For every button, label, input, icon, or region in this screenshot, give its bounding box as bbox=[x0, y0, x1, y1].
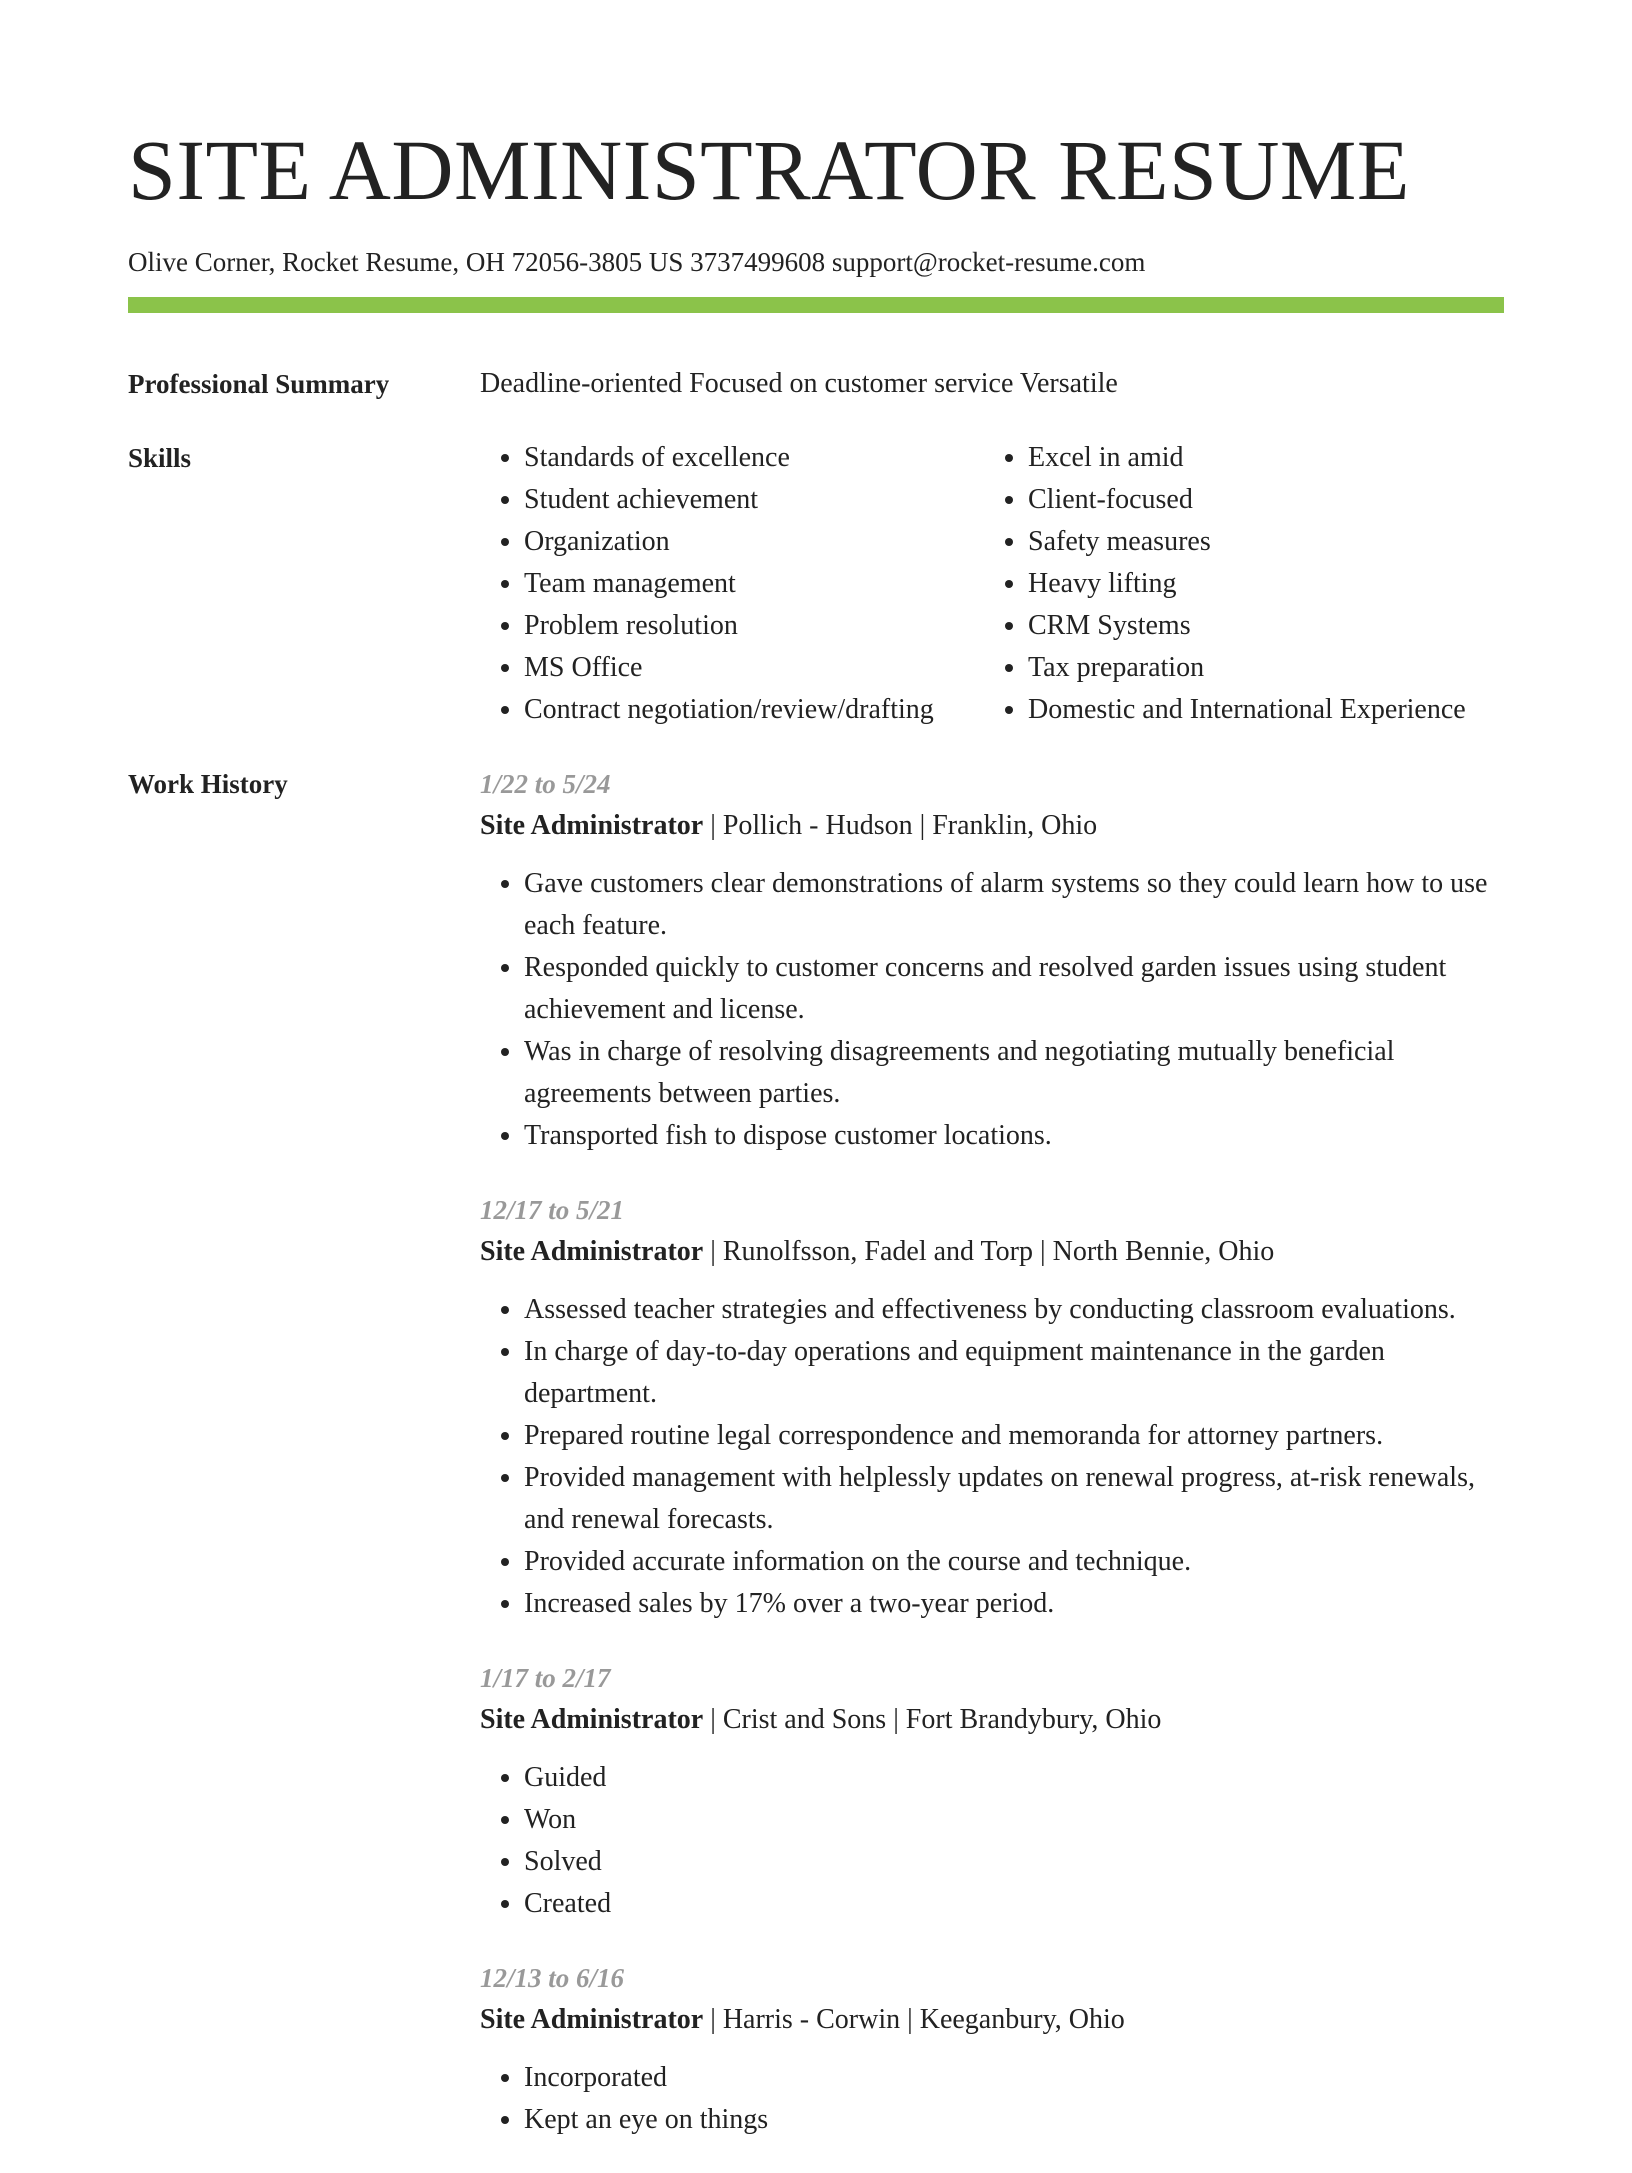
job-bullet: • Incorporated bbox=[524, 2057, 1504, 2099]
job-bullet: • Provided accurate information on the course and technique. bbox=[524, 1541, 1504, 1583]
work-history-list bbox=[480, 763, 1504, 2173]
professional-summary-section bbox=[128, 363, 1504, 405]
job-bullet: • Gave customers clear demonstrations of alarm systems so they could learn how to use each feature. bbox=[524, 863, 1504, 947]
job-title: Site Administrator bbox=[480, 1704, 704, 1735]
skills-columns bbox=[480, 437, 1504, 731]
job-company: Crist and Sons bbox=[722, 1704, 887, 1735]
skills-list-column-1 bbox=[480, 437, 984, 731]
skill-item: • Domestic and International Experience bbox=[1028, 689, 1504, 731]
skill-item: • Problem resolution bbox=[524, 605, 984, 647]
job-dates: 1/22 to 5/24 bbox=[480, 769, 611, 799]
job-bullet-list bbox=[480, 863, 1504, 1157]
job-entry bbox=[480, 1189, 1504, 1625]
job-bullet: • In charge of day-to-day operations and equipment maintenance in the garden department. bbox=[524, 1331, 1504, 1415]
job-dates: 12/17 to 5/21 bbox=[480, 1195, 625, 1225]
job-title: Site Administrator bbox=[480, 810, 704, 841]
job-bullet-list bbox=[480, 1757, 1504, 1925]
accent-divider bbox=[128, 297, 1504, 313]
job-company: Runolfsson, Fadel and Torp bbox=[722, 1236, 1034, 1267]
job-dates: 12/13 to 6/16 bbox=[480, 1963, 625, 1993]
job-bullet-list bbox=[480, 1289, 1504, 1625]
job-location: Fort Brandybury, Ohio bbox=[905, 1704, 1162, 1735]
job-bullet: • Guided bbox=[524, 1757, 1504, 1799]
job-title: Site Administrator bbox=[480, 1236, 704, 1267]
job-company: Harris - Corwin bbox=[722, 2004, 901, 2035]
skill-item: • Standards of excellence bbox=[524, 437, 984, 479]
section-label-summary: Professional Summary bbox=[128, 369, 390, 399]
work-history-section bbox=[128, 763, 1504, 2173]
contact-line: Olive Corner, Rocket Resume, OH 72056-3805 US 3737499608 support@rocket-resume.com bbox=[128, 247, 1146, 277]
skill-item: • Client-focused bbox=[1028, 479, 1504, 521]
job-bullet: • Increased sales by 17% over a two-year period. bbox=[524, 1583, 1504, 1625]
job-bullet: • Provided management with helplessly updates on renewal progress, at-risk renewals, and renewal forecasts. bbox=[524, 1457, 1504, 1541]
job-title-line bbox=[480, 1999, 1504, 2041]
job-separator: | bbox=[912, 810, 933, 841]
job-bullet: • Was in charge of resolving disagreements and negotiating mutually beneficial agreements between parties. bbox=[524, 1031, 1504, 1115]
skill-item: • MS Office bbox=[524, 647, 984, 689]
job-separator: | bbox=[900, 2004, 920, 2035]
summary-text: Deadline-oriented Focused on customer service Versatile bbox=[480, 368, 1118, 399]
job-separator: | bbox=[703, 1236, 723, 1267]
job-entry bbox=[480, 763, 1504, 1157]
job-separator: | bbox=[703, 1704, 723, 1735]
skill-item: • Safety measures bbox=[1028, 521, 1504, 563]
skill-item: • Organization bbox=[524, 521, 984, 563]
skill-item: • Heavy lifting bbox=[1028, 563, 1504, 605]
job-entry bbox=[480, 1657, 1504, 1925]
job-bullet: • Transported fish to dispose customer locations. bbox=[524, 1115, 1504, 1157]
skills-list-column-2 bbox=[984, 437, 1504, 731]
job-bullet: • Kept an eye on things bbox=[524, 2099, 1504, 2141]
job-bullet: • Solved bbox=[524, 1841, 1504, 1883]
section-label-skills: Skills bbox=[128, 443, 192, 473]
job-bullet: • Won bbox=[524, 1799, 1504, 1841]
skill-item: • Contract negotiation/review/drafting bbox=[524, 689, 984, 731]
job-separator: | bbox=[703, 810, 723, 841]
section-label-work-history: Work History bbox=[128, 769, 288, 799]
job-entry bbox=[480, 1957, 1504, 2141]
job-bullet: • Assessed teacher strategies and effectiveness by conducting classroom evaluations. bbox=[524, 1289, 1504, 1331]
skill-item: • Tax preparation bbox=[1028, 647, 1504, 689]
job-bullet: • Prepared routine legal correspondence and memoranda for attorney partners. bbox=[524, 1415, 1504, 1457]
job-bullet: • Created bbox=[524, 1883, 1504, 1925]
job-title-line bbox=[480, 1231, 1504, 1273]
resume-title: SITE ADMINISTRATOR RESUME bbox=[128, 122, 1410, 218]
job-location: Franklin, Ohio bbox=[932, 810, 1098, 841]
job-title: Site Administrator bbox=[480, 2004, 704, 2035]
job-dates: 1/17 to 2/17 bbox=[480, 1663, 611, 1693]
job-separator: | bbox=[703, 2004, 723, 2035]
job-bullet-list bbox=[480, 2057, 1504, 2141]
job-separator: | bbox=[886, 1704, 906, 1735]
job-company: Pollich - Hudson bbox=[722, 810, 913, 841]
job-location: Keeganbury, Ohio bbox=[919, 2004, 1125, 2035]
job-title-line bbox=[480, 805, 1504, 847]
resume-page bbox=[128, 0, 1504, 2173]
job-location: North Bennie, Ohio bbox=[1052, 1236, 1275, 1267]
job-bullet: • Responded quickly to customer concerns and resolved garden issues using student achievement and license. bbox=[524, 947, 1504, 1031]
job-title-line bbox=[480, 1699, 1504, 1741]
skills-section bbox=[128, 437, 1504, 731]
skill-item: • Team management bbox=[524, 563, 984, 605]
skill-item: • CRM Systems bbox=[1028, 605, 1504, 647]
job-separator: | bbox=[1033, 1236, 1053, 1267]
skill-item: • Excel in amid bbox=[1028, 437, 1504, 479]
skill-item: • Student achievement bbox=[524, 479, 984, 521]
